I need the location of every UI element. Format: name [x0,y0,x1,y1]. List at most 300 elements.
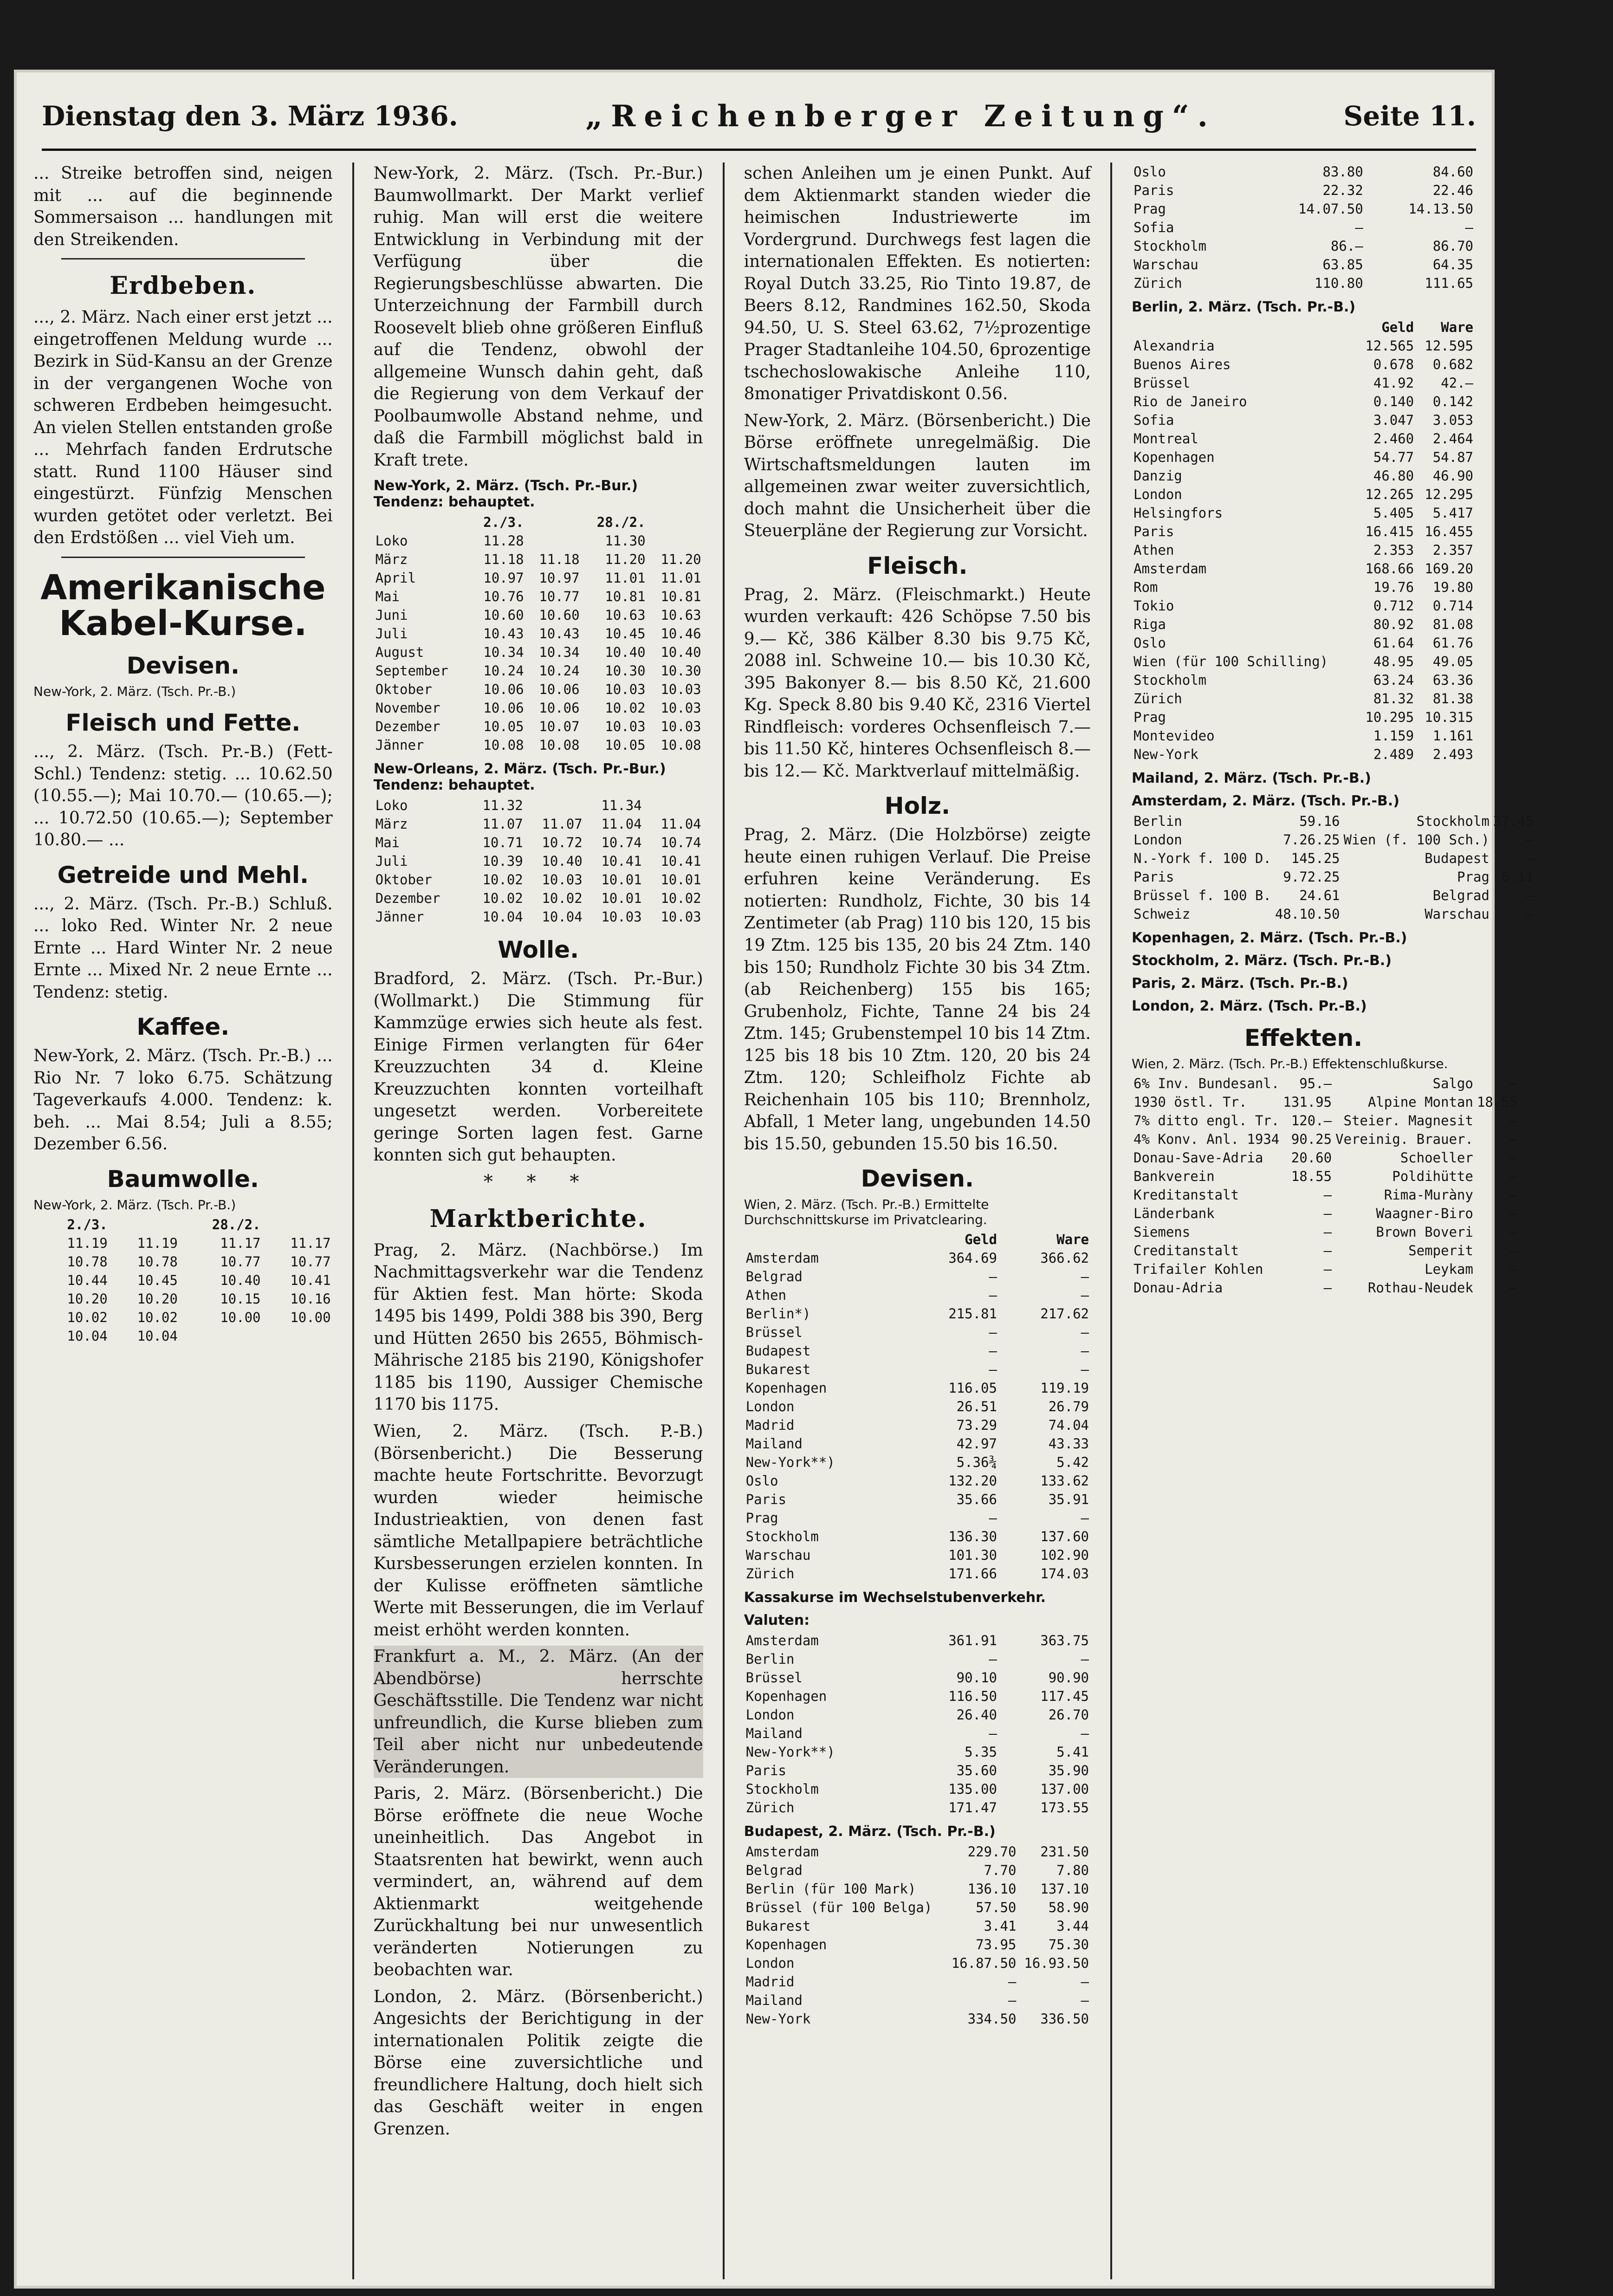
table-row [374,717,703,736]
new-orleans-table [374,796,703,926]
table-cell: — [1323,1224,1332,1240]
table-cell: 14.07.50 [1298,201,1363,217]
new-orleans-meta: New-Orleans, 2. März. (Tsch. Pr.-Bur.) Tendenz: behauptet. [373,761,666,794]
table-row [744,1842,1091,1861]
table-row [744,1917,1091,1935]
table-cell: 63.85 [1322,257,1363,272]
table-cell: Alexandria [1134,338,1215,354]
table-cell: 11.04 [601,816,642,832]
table-cell: Mai [375,835,400,851]
table-cell: — [1509,1224,1518,1240]
table-cell: 22.46 [1432,182,1473,198]
table-row [1132,467,1475,485]
table-row [1132,1278,1519,1297]
table-cell: 145.25 [1291,850,1340,866]
table-cell: 49.05 [1432,654,1473,669]
table-cell: 58.90 [1048,1900,1089,1916]
table-cell: Warschau [1134,257,1198,272]
table-cell: 35.66 [956,1492,997,1508]
table-cell: 10.295 [1365,709,1414,725]
table-cell: London [1134,832,1182,848]
table-cell: 10.20 [137,1291,178,1307]
table-cell: 10.34 [483,644,524,661]
table-cell: 10.77 [220,1253,261,1270]
table-cell: 35.91 [1048,1492,1089,1508]
table-cell: 18.55 [1477,1094,1518,1110]
newspaper-title: „Reichenberger Zeitung“. [585,98,1216,134]
table-cell: 137.00 [1040,1781,1089,1797]
table-cell: 11.01 [605,570,646,586]
table-cell: Bukarest [745,1362,811,1378]
table-row [33,1271,333,1290]
table-cell: Brüssel [745,1324,803,1341]
table-cell: Juli [375,626,408,642]
table-cell: 10.15 [220,1291,261,1307]
table-cell: März [375,816,408,832]
table-cell: 10.03 [661,681,701,698]
table-cell: 11.20 [661,551,701,568]
table-cell: 171.47 [948,1800,997,1816]
divider [61,557,305,558]
table-cell: 95.— [1299,1076,1332,1091]
table-cell: September [375,663,448,679]
table-cell: Athen [745,1287,786,1304]
table-row [744,1861,1091,1880]
table-cell: 10.24 [539,663,580,679]
table-cell: Oslo [1134,635,1166,651]
table-cell: 10.40 [605,644,646,661]
table-cell: Prag [1457,869,1490,885]
column-header [110,1215,180,1234]
table-row [1132,274,1475,292]
table-cell: 48.10.50 [1275,906,1340,922]
table-row [374,587,703,606]
table-cell: 10.97 [539,570,580,586]
table-cell: Zürich [745,1800,795,1816]
table-cell: Amsterdam [745,1250,819,1266]
table-row [1132,868,1535,886]
table-row [744,1991,1091,2010]
table-cell: 10.03 [661,909,701,925]
divider [61,258,305,259]
table-cell [33,1327,39,1345]
column-1 [14,162,354,2279]
table-cell: 11.30 [605,533,646,549]
table-row [1132,689,1475,708]
table-cell: Rothau-Neudek [1367,1280,1473,1296]
paris-continued: schen Anleihen um je einen Punkt. Auf dem Aktienmarkt standen wieder die heimischen Industriewerte im Vordergrund. Durchwegs fest lagen die internationalen Effekten. Es notierten: Royal Dutch 33.25, Rio Tinto 19.87, de Beers 8.12, Randmines 162.50, Skoda 94.50, U. S. Steel 63.62, 7½prozentige Prager Stadtanleihe 104.50, 6prozentige tschechoslowakische Anleihe 110, 8monatiger Privatdiskont 0.56. [744,164,1091,404]
table-cell: 0.682 [1432,357,1473,372]
table-cell: Athen [1134,542,1174,558]
table-cell: 11.34 [601,798,642,814]
table-cell: 10.60 [539,607,580,623]
table-cell: 81.32 [1373,691,1414,707]
cotton-heading: Baumwolle. [107,1165,259,1193]
table-cell: N.-York f. 100 D. [1134,850,1271,866]
table-cell: Amsterdam [1134,561,1207,577]
table-cell: Prag [745,1510,778,1526]
table-cell: Mai [375,589,400,605]
table-row [374,736,703,754]
table-cell: Zürich [1134,691,1182,707]
table-cell: Prag [1134,201,1166,217]
table-cell: Dezember [375,719,440,735]
table-cell: 10.08 [539,737,580,753]
table-row [374,699,703,717]
table-cell: 3.053 [1432,412,1473,428]
table-cell: — [1323,1243,1332,1258]
table-cell: Montreal [1134,431,1198,447]
table-cell: 37.45 [1493,813,1534,829]
table-row [1132,905,1535,923]
table-row [374,870,703,889]
table-cell: 64.35 [1432,257,1473,272]
table-cell: 6.11 [1501,869,1534,885]
cable-rates-heading: Amerikanische Kabel-Kurse. [40,567,326,644]
table-cell: 5.35 [965,1744,997,1760]
column-header [744,1230,907,1249]
table-cell: Kopenhagen [745,1380,827,1396]
table-cell: Belgrad [745,1269,803,1285]
column-2 [354,162,725,2279]
table-cell: Warschau [745,1547,811,1563]
table-cell: 84.60 [1432,164,1473,180]
table-row [1132,708,1475,726]
table-cell: 42.97 [956,1436,997,1452]
table-cell: Salgo [1432,1076,1473,1091]
column-header [1132,318,1356,337]
table-cell: 41.92 [1373,375,1414,391]
table-cell: 10.02 [67,1309,108,1325]
table-cell: 46.80 [1373,468,1414,484]
table-cell: 10.08 [483,737,524,753]
ny-cotton-report: New-York, 2. März. (Tsch. Pr.-Bur.) Baumwollmarkt. Der Markt verlief ruhig. Man will erst die weitere Entwicklung in Verbindung mit der Verfügung über die Regierungsbeschlüsse abwarten. Die Unterzeichnung der Farmbill durch Roosevelt blieb ohne größeren Einfluß auf die Tendenz, obwohl der allgemeine Wunsch dahin geht, daß die Regierung von dem Verkauf der Poolbaumwolle Abstand nehme, und daß die Farmbill möglichst bald in Kraft trete. [373,164,703,470]
table-cell [263,1327,333,1345]
column-header: 2./3. [483,514,524,531]
table-row [744,1249,1091,1267]
table-cell: 19.76 [1373,579,1414,595]
table-cell: 11.01 [661,570,701,586]
table-cell: 10.34 [539,644,580,661]
table-cell: 7.70 [984,1862,1017,1879]
table-cell: — [989,1269,997,1285]
table-cell: 119.19 [1040,1380,1089,1396]
table-cell: 136.30 [948,1529,997,1545]
table-cell: 10.03 [601,909,642,925]
table-row [1132,392,1475,411]
table-cell: — [1081,1510,1089,1526]
table-cell [644,796,703,815]
table-row [374,569,703,587]
budapest-meta: Budapest, 2. März. (Tsch. Pr.-B.) [744,1823,996,1840]
table-cell: 11.18 [539,551,580,568]
table-row [1132,355,1475,374]
table-cell: 171.66 [948,1566,997,1582]
table-cell: London [745,1955,795,1972]
table-cell: — [1509,1076,1518,1091]
table-cell: 12.295 [1425,486,1473,502]
table-row [744,1527,1091,1546]
securities-meta: Wien, 2. März. (Tsch. Pr.-B.) Effektenschlußkurse. [1132,1056,1448,1071]
table-cell: 10.44 [67,1272,108,1288]
table-cell: — [1465,220,1473,235]
table-cell: — [1323,1206,1332,1221]
table-cell: 12.595 [1425,338,1473,354]
table-cell: 3.41 [984,1918,1017,1934]
table-row [744,1706,1091,1724]
table-cell: 35.60 [956,1763,997,1779]
table-cell: Loko [375,533,408,549]
securities-heading: Effekten. [1244,1025,1363,1051]
market-reports-heading: Marktberichte. [429,1204,647,1233]
table-cell: 12.265 [1365,486,1414,502]
table-row [1132,504,1475,522]
table-row [1132,1260,1519,1278]
table-cell: 117.45 [1040,1688,1089,1705]
table-cell: Zürich [745,1566,795,1582]
table-cell: 42.— [1441,375,1473,391]
table-cell: Stockholm [1134,238,1207,254]
table-cell: — [1081,1324,1089,1341]
table-cell: London [1134,486,1182,502]
table-row [1132,671,1475,689]
table-row [744,1687,1091,1706]
table-cell: — [1509,1280,1518,1296]
table-cell: — [1509,1168,1518,1184]
column-header: Geld [965,1232,997,1248]
table-cell: 3.047 [1373,412,1414,428]
meat-heading: Fleisch. [867,552,968,579]
table-cell: Rom [1134,579,1158,595]
table-cell: 5.417 [1432,505,1473,521]
table-cell: 336.50 [1040,2011,1089,2027]
column-header: 2./3. [67,1216,108,1232]
table-cell: New-York [1134,746,1198,762]
table-row [744,1668,1091,1687]
table-cell: Kopenhagen [1134,449,1215,465]
table-cell: 63.36 [1432,672,1473,688]
table-cell: 81.08 [1432,616,1473,632]
table-cell: 11.17 [220,1235,261,1251]
table-cell: 1.159 [1373,728,1414,744]
table-row [744,1397,1091,1416]
table-cell: 10.60 [483,607,524,623]
table-cell: 131.95 [1283,1094,1332,1110]
paris-exchange: Paris, 2. März. (Börsenbericht.) Die Börse eröffnete die neue Woche uneinheitlich. Das Angebot in Staatsrenten hat bewirkt, wenn auch vermindert, an, während auf dem Aktienmarkt weitgehende Zurückhaltung bei nur unwesentlich veränderten Notierungen zu beobachten war. [373,1784,703,1980]
table-cell: Stockholm [745,1781,819,1797]
table-cell: Paris [1134,182,1174,198]
table-row [744,1631,1091,1650]
table-row [33,1327,333,1345]
table-cell: 80.92 [1373,616,1414,632]
table-cell: 73.29 [956,1417,997,1433]
table-cell: 169.20 [1425,561,1473,577]
column-header: Ware [1441,319,1473,335]
table-cell: 10.78 [67,1253,108,1270]
table-cell: 1.161 [1432,728,1473,744]
table-row [374,833,703,852]
wool-heading: Wolle. [498,936,579,964]
table-cell: 7% ditto engl. Tr. [1134,1113,1280,1129]
table-cell: 229.70 [967,1844,1017,1860]
table-row [744,1286,1091,1304]
column-header: 28./2. [596,514,646,531]
meat-fat-text: ..., 2. März. (Tsch. Pr.-B.) (Fett-Schl.) Tendenz: stetig. ... 10.62.50 (10.55.—); Mai 10.70.— (10.65.—); ... 10.72.50 (10.65.—); September 10.80.— ... [33,742,333,850]
table-row [744,1564,1091,1583]
column-header [374,513,470,532]
table-cell: — [1509,1261,1518,1277]
table-cell: 90.25 [1291,1131,1332,1147]
table-cell: 11.04 [661,816,701,832]
table-cell: Sofia [1134,412,1174,428]
table-cell: Wien (für 100 Schilling) [1134,654,1328,669]
table-cell: 10.07 [539,719,580,735]
table-row [744,1472,1091,1490]
table-cell: Juni [375,607,408,623]
table-cell: 9.72.25 [1283,869,1340,885]
table-row [374,796,703,815]
coffee-heading: Kaffee. [136,1013,230,1041]
table-row [1132,411,1475,429]
amsterdam-table [1132,812,1535,923]
table-cell: 11.32 [482,798,523,814]
table-row [1132,634,1475,652]
table-row [744,1972,1091,1991]
table-cell: 12.565 [1365,338,1414,354]
table-cell: 168.66 [1365,561,1414,577]
table-cell: — [1509,1150,1518,1166]
table-cell: 10.05 [483,719,524,735]
table-row [744,1954,1091,1972]
table-cell: 0.714 [1432,598,1473,614]
table-cell: 10.20 [67,1291,108,1307]
table-cell: Länderbank [1134,1206,1215,1221]
table-cell: 16.455 [1425,524,1473,539]
table-cell: 361.91 [948,1633,997,1649]
berlin-meta: Berlin, 2. März. (Tsch. Pr.-B.) [1132,299,1356,315]
table-cell: 10.06 [539,700,580,716]
table-row [1132,218,1475,237]
table-cell [33,1308,39,1327]
table-cell: 54.77 [1373,449,1414,465]
table-cell: 120.— [1291,1113,1332,1129]
table-cell: 363.75 [1040,1633,1089,1649]
table-cell: — [1081,1269,1089,1285]
table-row [744,1780,1091,1798]
currency-heading: Devisen. [861,1165,974,1193]
table-cell: 116.05 [948,1380,997,1396]
table-cell [180,1327,263,1345]
table-row [1132,1204,1519,1223]
newspaper-page [14,70,1534,2289]
table-cell: 7.80 [1056,1862,1089,1879]
table-row [744,1650,1091,1668]
table-cell: 19.80 [1432,579,1473,595]
london-meta: London, 2. März. (Tsch. Pr.-B.) [1132,998,1367,1014]
table-cell: Stockholm [1416,813,1490,829]
table-cell: 61.64 [1373,635,1414,651]
securities-table [1132,1074,1519,1297]
table-cell: New-York**) [745,1744,835,1760]
table-cell: — [989,1510,997,1526]
page-number: Seite 11. [1343,100,1476,132]
table-cell: 2.357 [1432,542,1473,558]
table-cell: 10.78 [137,1253,178,1270]
table-cell: — [989,1343,997,1359]
table-cell: Jänner [375,737,424,753]
table-cell: Oktober [375,872,432,888]
table-cell: 10.00 [290,1309,331,1325]
table-row [744,1761,1091,1780]
table-cell: Bankverein [1134,1168,1215,1184]
table-cell: — [989,1324,997,1341]
paris-meta: Paris, 2. März. (Tsch. Pr.-B.) [1132,975,1348,992]
table-row [1132,1167,1519,1186]
table-cell: Brown Boveri [1376,1224,1473,1240]
table-cell [33,1290,39,1308]
table-cell: 10.01 [661,872,701,888]
table-cell: London [745,1399,795,1415]
table-cell: 132.20 [948,1473,997,1489]
table-cell: 10.63 [605,607,646,623]
table-row [744,1434,1091,1453]
table-row [1132,1148,1519,1167]
vienna-clearing-meta: Wien, 2. März. (Tsch. Pr.-B.) Ermittelte Durchschnittskurse im Privatclearing. [744,1197,989,1228]
table-cell: 5.405 [1373,505,1414,521]
table-cell: 57.50 [976,1900,1017,1916]
banknotes-label: Valuten: [744,1612,810,1629]
table-cell [525,796,584,815]
table-cell: — [1081,1974,1089,1990]
table-cell: Oslo [745,1473,778,1489]
table-cell: 10.04 [542,909,583,925]
banknotes-table [744,1631,1091,1817]
wool-text: Bradford, 2. März. (Tsch. Pr.-Bur.) (Wollmarkt.) Die Stimmung für Kammzüge erwies sich heute als fest. Einige Firmen verlangten für 64er Kreuzzuchten 34 d. Kleine Kreuzzuchten konnten vorteilhaft ungesetzt werden. Vorbereitete geringe Sorten lagen fest. Garne konnten sich gut behaupten. [373,969,703,1165]
devisen-meta: New-York, 2. März. (Tsch. Pr.-B.) [33,684,236,700]
table-cell: Paris [745,1492,786,1508]
table-cell: 6% Inv. Bundesanl. [1134,1076,1280,1091]
table-cell [33,1234,39,1252]
table-cell: 10.02 [482,872,523,888]
table-cell: 10.41 [601,853,642,869]
wood-heading: Holz. [884,792,951,820]
table-cell: 14.13.50 [1408,201,1473,217]
cotton-table [33,1215,333,1345]
table-cell: 10.03 [661,719,701,735]
table-row [744,1453,1091,1472]
table-cell: 16.93.50 [1024,1955,1089,1972]
table-row [1132,162,1475,181]
table-cell: 11.18 [483,551,524,568]
table-cell: Mailand [745,1725,803,1742]
table-cell: 83.80 [1322,164,1363,180]
amsterdam-meta: Amsterdam, 2. März. (Tsch. Pr.-B.) [1132,793,1399,809]
table-cell: 59.16 [1299,813,1340,829]
table-cell: 10.77 [290,1253,331,1270]
table-row [1132,429,1475,448]
table-cell: New-York [745,2011,811,2027]
table-row [744,1724,1091,1743]
table-cell: Brüssel (für 100 Belga) [745,1900,933,1916]
table-cell: Oslo [1134,164,1166,180]
table-cell: 364.69 [948,1250,997,1266]
table-cell: 10.74 [601,835,642,851]
table-cell: 4% Konv. Anl. 1934 [1134,1131,1280,1147]
table-cell: 74.04 [1048,1417,1089,1433]
table-cell: Stockholm [745,1529,819,1545]
table-cell: 22.32 [1322,182,1363,198]
table-cell: 35.90 [1048,1763,1089,1779]
